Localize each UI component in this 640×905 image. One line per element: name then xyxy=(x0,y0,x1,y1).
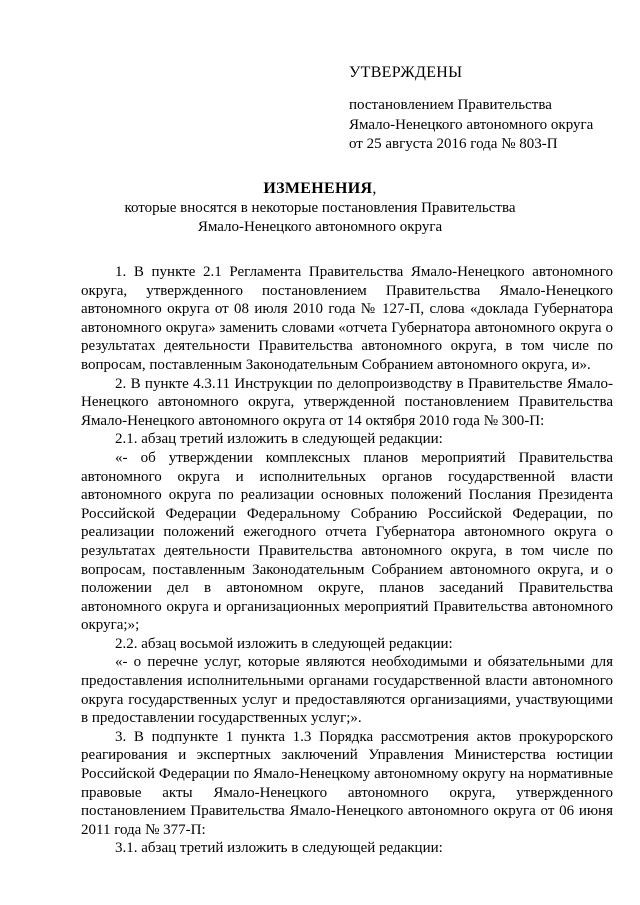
paragraph-3: 3. В подпункте 1 пункта 1.3 Порядка рассмотрения актов прокурорского реагирования и экспертных заключений Управления Министерства юстиции Российской Федерации по Ямало-Ненецкому автономному округу на нормативные правовые акты Ямало-Ненецкого автономного округа, утвержденного постановлением Правительства Ямало-Ненецкого автономного округа от 06 июня 2011 года № 377-П: xyxy=(81,728,613,838)
approval-line-3: от 25 августа 2016 года № 803-П xyxy=(349,136,558,152)
paragraph-2-2: 2.2. абзац восьмой изложить в следующей редакции: xyxy=(115,635,453,652)
paragraph-2-2-quote: «- о перечне услуг, которые являются необходимыми и обязательными для предоставления исполнительными органами государственной власти автономного округа государственных услуг и предоставляются организациями, участвующими в предоставлении государственных услуг;». xyxy=(81,654,613,727)
approval-line-1: постановлением Правительства xyxy=(349,97,552,113)
paragraph-1: 1. В пункте 2.1 Регламента Правительства Ямало-Ненецкого автономного округа, утвержденного постановлением Правительства Ямало-Ненецкого автономного округа от 08 июля 2010 года № 127-П, слова «доклада Губернатора автономного округа» заменить словами «отчета Губернатора автономного округа о результатах деятельности Правительства автономного округа, в том числе по вопросам, поставленным Законодательным Собранием автономного округа, и». xyxy=(81,264,613,373)
document-body xyxy=(81,263,613,858)
document-heading xyxy=(0,178,640,237)
document-title: ИЗМЕНЕНИЯ, xyxy=(263,180,377,197)
approval-block xyxy=(349,62,619,155)
paragraph-2: 2. В пункте 4.3.11 Инструкции по делопроизводству в Правительстве Ямало-Ненецкого автономного округа, утвержденной постановлением Правительства Ямало-Ненецкого автономного округа от 14 октября 2010 года № 300-П: xyxy=(81,375,613,429)
paragraph-2-1-quote: «- об утверждении комплексных планов мероприятий Правительства автономного округа и исполнительных органов государственной власти автономного округа по реализации основных положений Послания Президента Российской Федерации Федеральному Собранию Российской Федерации, по реализации положений ежегодного отчета Губернатора автономного округа о результатах деятельности Правительства автономного округа, в том числе по вопросам, поставленным Законодательным Собранием автономного округа, и о положении дел в автономном округе, планов заседаний Правительства автономного округа и организационных мероприятий Правительства автономного округа;»; xyxy=(81,449,613,634)
approval-line-2: Ямало-Ненецкого автономного округа xyxy=(349,116,594,133)
paragraph-3-1: 3.1. абзац третий изложить в следующей редакции: xyxy=(115,840,443,857)
document-subtitle-line-1: которые вносятся в некоторые постановления Правительства xyxy=(124,200,516,216)
approval-title: УТВЕРЖДЕНЫ xyxy=(349,64,463,81)
paragraph-2-1: 2.1. абзац третий изложить в следующей редакции: xyxy=(115,431,443,448)
document-subtitle-line-2: Ямало-Ненецкого автономного округа xyxy=(197,219,443,235)
